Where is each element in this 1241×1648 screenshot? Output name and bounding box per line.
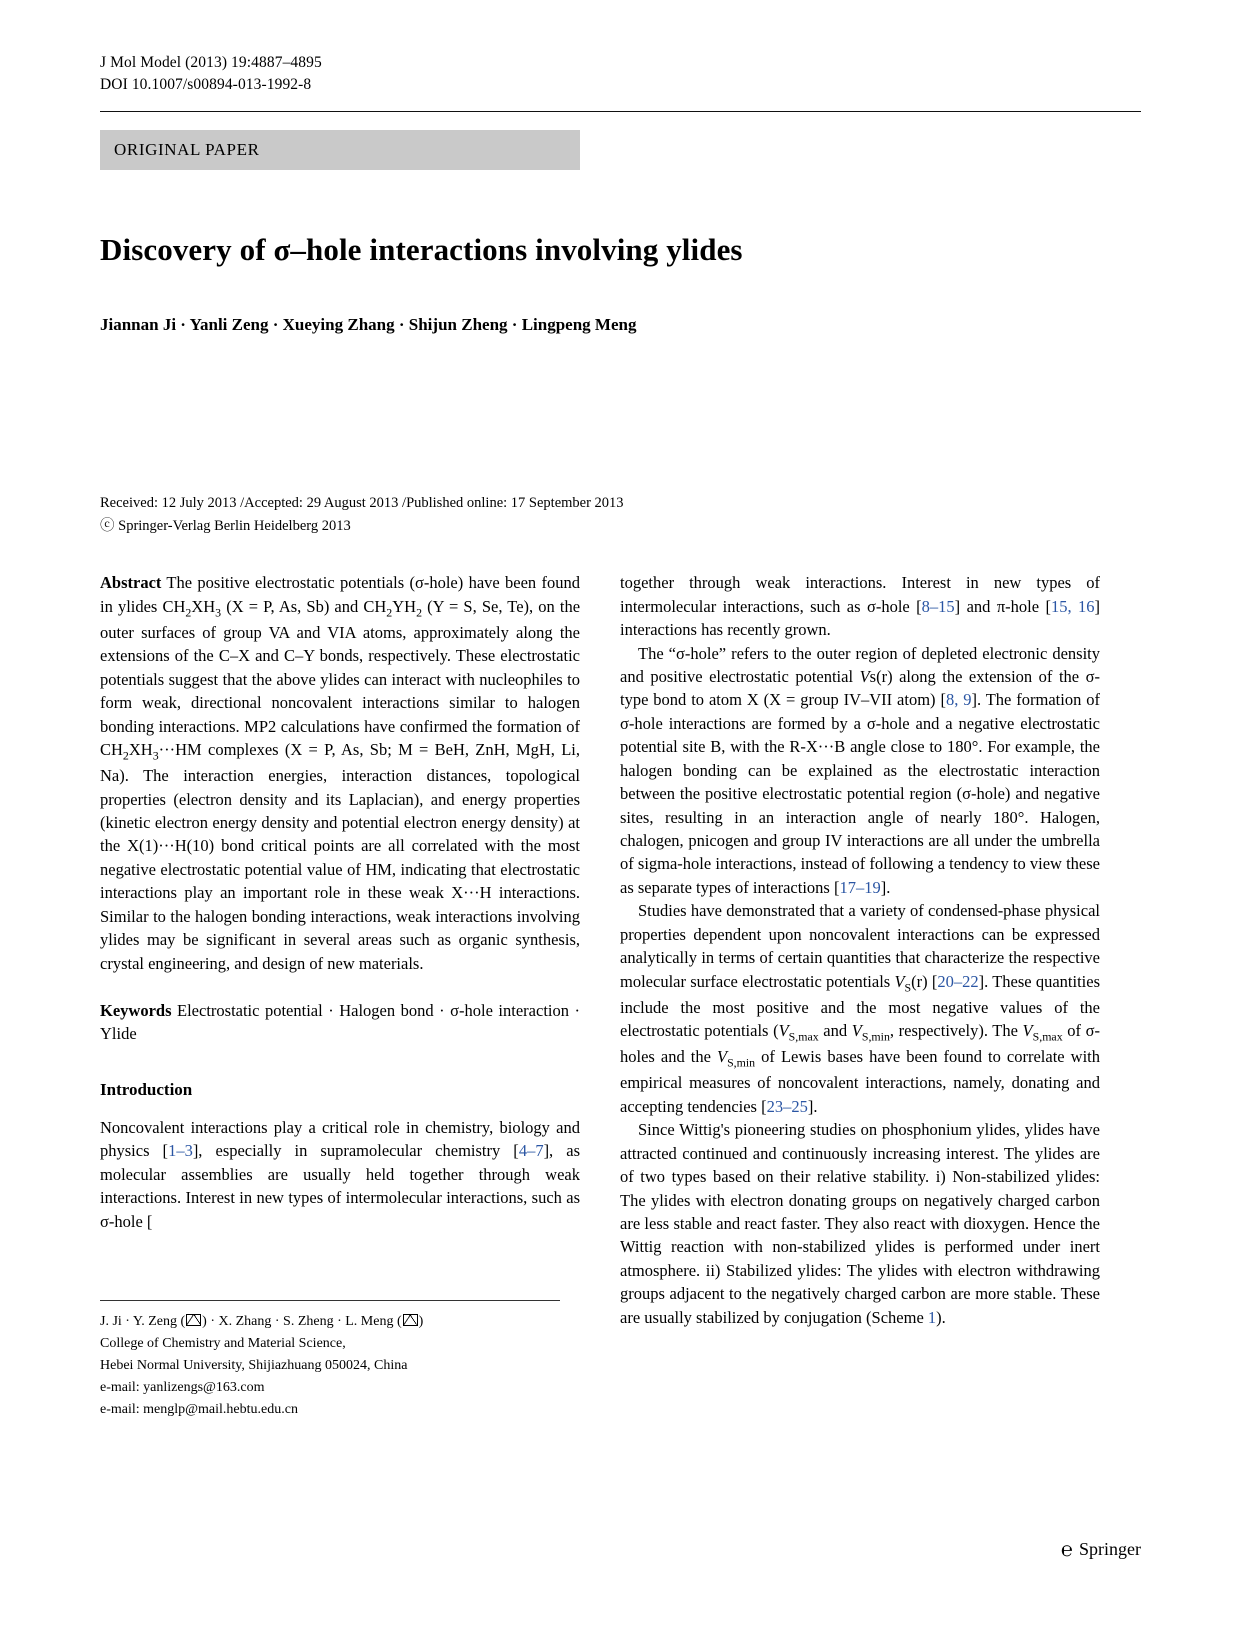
scheme-link-1[interactable]: 1 <box>927 1307 937 1327</box>
keywords-text: Electrostatic potential · Halogen bond · σ-hole interaction · Ylide <box>100 1001 580 1044</box>
paper-type-badge <box>100 130 580 170</box>
intro-cont-text: together through weak interactions. Interest in new types of intermolecular interactions, such as σ-hole [ <box>620 573 1100 616</box>
footnote-affiliation-2: Hebei Normal University, Shijiazhuang 050024, China <box>100 1358 408 1374</box>
p3-text-e: , respectively). The <box>889 1021 1023 1041</box>
envelope-icon <box>403 1314 418 1326</box>
p3-vsmax-symbol-2: V <box>1022 1021 1033 1041</box>
p4-text-b: ). <box>936 1307 946 1327</box>
citation-link-1-3[interactable]: 1–3 <box>168 1141 193 1161</box>
publisher-logo <box>1061 1539 1141 1560</box>
p2-text-b: s(r) along the extension of the σ-type bond to atom X (X = group IV–VII atom) [ <box>620 667 1101 710</box>
abstract-text: The positive electrostatic potentials (σ-hole) have been found in ylides $CH_2XH_3$ (X = P, As, Sb) and $CH_2YH_2$ (Y = S, Se, Te), on the outer surfaces of group VA and VIA atoms, approximately along the extensions of the C–X and C–Y bonds, respectively. These electrostatic potentials suggest that the above ylides can interact with nucleophiles to form weak, directional noncovalent interactions similar to halogen bonding interactions. MP2 calculations have confirmed the formation of $CH_2XH_3\cdot\cdot\cdot HM$ complexes (X = P, As, Sb; M = BeH, ZnH, MgH, Li, Na). The interaction energies, interaction distances, topological properties (electron density and its Laplacian), and energy properties (kinetic electron energy density and potential electron energy density) at the X(1)···H(10) bond critical points are all correlated with the most negative electrostatic potential value of HM, indicating that electrostatic interactions play an important role in these weak X···H interactions. Similar to the halogen bonding interactions, weak interactions involving ylides may be significant in several areas such as organic synthesis, crystal engineering, and design of new materials. <box>100 573 581 973</box>
column-right <box>620 571 1100 1329</box>
p3-text-g: of Lewis bases have been found to correlate with empirical measures of noncovalent interactions, namely, donating and accepting tendencies [ <box>620 1047 1101 1116</box>
p3-vs-symbol-1: V <box>894 971 905 991</box>
doi-line: DOI 10.1007/s00894-013-1992-8 <box>100 76 312 94</box>
p3-sub-Smax-2: S,max <box>1032 1029 1063 1044</box>
column-left <box>100 571 580 1329</box>
p2-text-d: ]. <box>880 877 891 897</box>
paper-type-label: ORIGINAL PAPER <box>114 139 260 159</box>
p3-vsmax-symbol-1: V <box>778 1021 789 1041</box>
p2-text-c: ]. The formation of σ-hole interactions are formed by a σ-hole and a negative electrostatic potential site B, with the R-X···B angle close to 180°. For example, the halogen bonding can be explained as the electrostatic interaction between the positive electrostatic potential region (σ-hole) and negative sites, resulting in an interaction angle of nearly 180°. Halogen, chalogen, pnicogen and group IV interactions are all under the umbrella of sigma-hole interactions, instead of following a tendency to view these as separate types of interactions [ <box>620 690 1100 897</box>
p3-text-h: ]. <box>807 1096 818 1116</box>
author-list: Jiannan Ji · Yanli Zeng · Xueying Zhang · Shijun Zheng · Lingpeng Meng <box>100 314 637 334</box>
p3-sub-Smin-2: S,min <box>727 1055 756 1070</box>
publication-dates: Received: 12 July 2013 /Accepted: 29 August 2013 /Published online: 17 September 2013 <box>100 495 624 512</box>
body-columns <box>100 571 1141 1329</box>
page-title: Discovery of σ–hole interactions involving ylides <box>100 231 743 267</box>
intro-text-a: Noncovalent interactions play a critical role in chemistry, biology and physics [ <box>100 1117 580 1161</box>
abstract-label: Abstract <box>100 573 162 593</box>
p3-vsmin-symbol-1: V <box>851 1021 862 1041</box>
p3-text-c: ]. These quantities include the most positive and the most negative values of the electrostatic potentials ( <box>620 971 1101 1041</box>
p3-text-d: and <box>818 1021 852 1041</box>
citation-link-23-25[interactable]: 23–25 <box>766 1096 808 1116</box>
footnote-text-a: J. Ji · Y. Zeng ( <box>100 1314 186 1329</box>
introduction-paragraph-1 <box>100 1116 580 1233</box>
introduction-heading: Introduction <box>100 1079 193 1099</box>
intro-text-d: ] and π-hole [ <box>954 596 1051 616</box>
p3-text-f: of σ-holes and the <box>620 1021 1101 1067</box>
intro-text-e: ] interactions has recently grown. <box>620 596 1101 640</box>
citation-link-4-7[interactable]: 4–7 <box>518 1141 544 1161</box>
footnote-email-1: e-mail: yanlizengs@163.com <box>100 1380 265 1396</box>
citation-link-15-16[interactable]: 15, 16 <box>1050 596 1095 616</box>
p3-sub-Smin-1: S,min <box>861 1029 890 1044</box>
keywords-label: Keywords <box>100 1001 172 1021</box>
footnote-text-c: ) <box>418 1314 424 1329</box>
p2-text-a: The “σ-hole” refers to the outer region of depleted electronic density and positive electrostatic potential <box>620 643 1100 687</box>
footnote-authors-line <box>100 1311 580 1333</box>
introduction-paragraph-1-cont <box>620 571 1100 641</box>
footnote-affiliation-1: College of Chemistry and Material Science, <box>100 1336 346 1352</box>
citation-link-20-22[interactable]: 20–22 <box>937 971 979 991</box>
abstract-paragraph <box>100 571 580 975</box>
footnote-email-2: e-mail: menglp@mail.hebtu.edu.cn <box>100 1402 298 1418</box>
citation-link-8-15[interactable]: 8–15 <box>921 596 955 616</box>
body-paragraph-3 <box>620 899 1100 1118</box>
p3-sub-Smax-1: S,max <box>788 1029 819 1044</box>
springer-mark-icon: ℮ <box>1060 1538 1073 1561</box>
body-paragraph-2 <box>620 642 1100 900</box>
p3-sub-S: S <box>904 979 912 994</box>
header-divider <box>100 111 1141 112</box>
p3-vsmin-symbol-2: V <box>716 1047 728 1067</box>
citation-link-8-9[interactable]: 8, 9 <box>945 690 972 710</box>
footnote-divider <box>100 1300 560 1301</box>
copyright-line: ⓒ Springer-Verlag Berlin Heidelberg 2013 <box>100 517 351 534</box>
journal-reference: J Mol Model (2013) 19:4887–4895 <box>100 54 322 71</box>
citation-link-17-19[interactable]: 17–19 <box>839 877 881 897</box>
p3-text-a: Studies have demonstrated that a variety of condensed-phase physical properties dependent upon noncovalent interactions can be expressed analytically in terms of certain quantities that characterize the respective molecular surface electrostatic potentials <box>620 901 1100 991</box>
p4-text-a: Since Wittig's pioneering studies on phosphonium ylides, ylides have attracted continued and continuously increasing interest. The ylides are of two types based on their relative stability. i) Non-stabilized ylides: The ylides with electron donating groups on negatively charged carbon are less stable and react faster. They also react with dioxygen. Hence the Wittig reaction with non-stabilized ylides is performed under inert atmosphere. ii) Stabilized ylides: The ylides with electron withdrawing groups adjacent to the negatively charged carbon are more stable. These are usually stabilized by conjugation (Scheme <box>620 1120 1100 1327</box>
body-paragraph-4 <box>620 1118 1100 1329</box>
p3-text-b: (r) [ <box>911 971 938 991</box>
keywords-paragraph <box>100 999 580 1046</box>
envelope-icon <box>186 1314 201 1326</box>
correspondence-footnote <box>100 1300 580 1422</box>
footnote-text-b: ) · X. Zhang · S. Zheng · L. Meng ( <box>202 1314 402 1329</box>
intro-text-b: ], especially in supramolecular chemistry [ <box>192 1141 519 1161</box>
publisher-name: Springer <box>1079 1539 1141 1559</box>
intro-text-c: ], as molecular assemblies are usually held together through weak interactions. Interest in new types of intermolecular interactions, such as σ-hole [ <box>100 1141 580 1231</box>
p2-vs-symbol: V <box>859 667 870 687</box>
